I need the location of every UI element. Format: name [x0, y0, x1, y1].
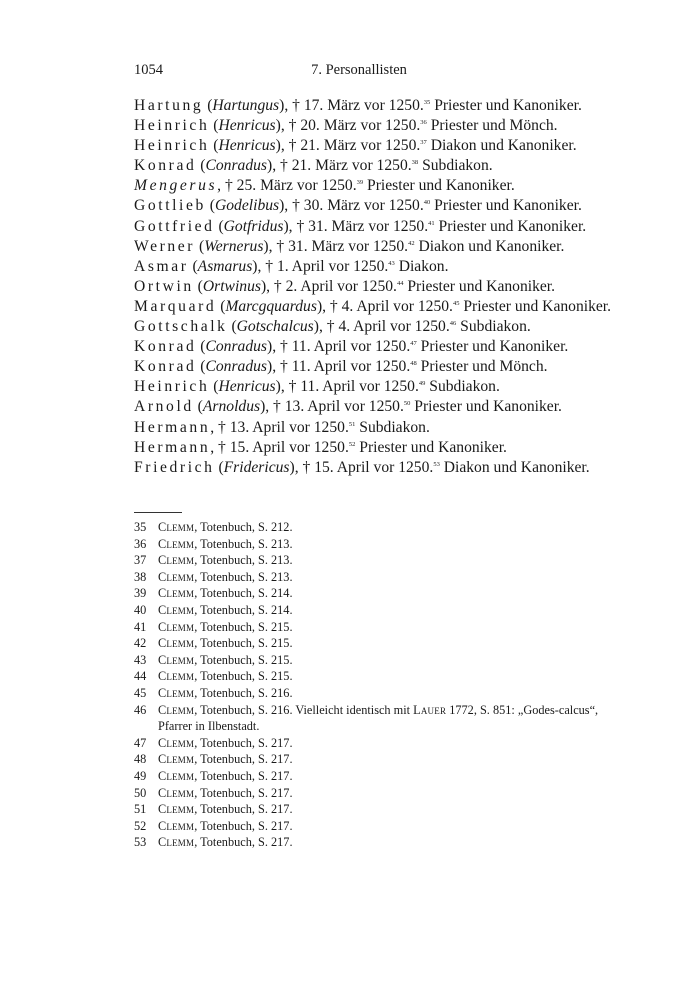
entry-date: 15. April vor 1250.: [229, 438, 349, 456]
footnote-text: [158, 635, 634, 652]
footnote-author: Clemm: [158, 735, 195, 750]
footnote-citation: , Totenbuch, S. 212.: [194, 520, 293, 534]
footnote-text: [158, 785, 634, 802]
footnote-author: Clemm: [158, 619, 195, 634]
footnote: [134, 702, 634, 735]
footnote-citation: , Totenbuch, S. 213.: [194, 536, 293, 551]
footnote: [134, 785, 634, 802]
footnote-ref: 38: [411, 159, 419, 167]
footnote-author: Lauer: [413, 702, 447, 717]
footnote-number: 50: [134, 785, 147, 800]
footnote-text: [158, 602, 634, 619]
list-entry: Konrad (Conradus), † 11. April vor 1250.48 Priester und Mönch.: [134, 358, 548, 376]
list-entry: Heinrich (Henricus), † 11. April vor 1250.49 Subdiakon.: [134, 378, 500, 396]
footnote-ref: 35: [423, 99, 431, 106]
list-entry: Hermann, † 13. April vor 1250.51 Subdiakon.: [134, 418, 430, 436]
footnote: [134, 536, 634, 553]
footnote-text: [158, 834, 634, 851]
footnote: [134, 635, 634, 652]
entry-date: 4. April vor 1250.: [341, 297, 453, 315]
entry-role: Diakon und Kanoniker.: [443, 458, 590, 476]
entry-role: Priester und Kanoniker.: [463, 297, 612, 315]
footnote-text: [158, 652, 634, 669]
footnote-number: 43: [134, 652, 147, 667]
entry-latin-name: Wernerus: [204, 237, 264, 255]
list-entry: Gottlieb (Godelibus), † 30. März vor 1250.40 Priester und Kanoniker.: [134, 197, 582, 215]
entry-date: 4. April vor 1250.: [338, 318, 450, 336]
footnote-text: [158, 585, 634, 602]
footnote-ref: 48: [410, 360, 417, 368]
entry-role: Priester und Kanoniker.: [367, 177, 515, 195]
footnote-citation: , Totenbuch, S. 214.: [194, 586, 293, 601]
footnote: [134, 834, 634, 851]
entry-name: Arnold: [134, 398, 194, 416]
footnote-number: 36: [134, 536, 147, 551]
footnote-author: Clemm: [158, 586, 195, 601]
footnote-number: 42: [134, 636, 147, 651]
footnote-ref: 43: [388, 259, 395, 267]
entry-latin-name: Asmarus: [197, 257, 253, 275]
entry-date: 11. April vor 1250.: [291, 358, 411, 376]
footnote: [134, 552, 634, 569]
footnote-citation: , Totenbuch, S. 215.: [194, 652, 293, 667]
entry-name: Heinrich: [134, 137, 210, 155]
entry-date: 31. März vor 1250.: [308, 217, 429, 235]
entry-latin-name: Gotfridus: [223, 217, 284, 235]
list-entry: Konrad (Conradus), † 11. April vor 1250.47 Priester und Kanoniker.: [134, 338, 569, 356]
footnote-ref: 41: [428, 219, 435, 227]
footnote-number: 51: [134, 802, 147, 817]
footnote-number: 39: [134, 586, 147, 601]
footnote-author: Clemm: [158, 553, 195, 568]
footnote-text: [158, 702, 634, 735]
entry-date: 13. April vor 1250.: [229, 418, 349, 436]
entry-name: Friedrich: [134, 458, 215, 476]
footnote: [134, 569, 634, 586]
list-entry: Gottschalk (Gotschalcus), † 4. April vor 1250.46 Subdiakon.: [134, 318, 531, 336]
footnote-citation: , Totenbuch, S. 213.: [194, 553, 293, 568]
footnote-number: 52: [134, 818, 147, 833]
footnote: [134, 519, 634, 536]
entry-date: 30. März vor 1250.: [303, 197, 424, 215]
footnote-number: 53: [134, 835, 147, 850]
entry-latin-name: Conradus: [205, 157, 267, 175]
footnote-number: 49: [134, 768, 147, 783]
entry-date: 11. April vor 1250.: [300, 378, 419, 396]
footnote-number: 45: [134, 685, 147, 700]
footnote: [134, 768, 634, 785]
footnote-citation: , Totenbuch, S. 217.: [194, 818, 293, 833]
entry-name: Asmar: [134, 257, 189, 275]
footnote-text: [158, 619, 634, 636]
list-entry: Hartung (Hartungus), † 17. März vor 1250.35 Priester und Kanoniker.: [134, 97, 582, 114]
footnote-ref: 39: [356, 179, 364, 187]
footnote-text: [158, 552, 634, 569]
footnote-author: Clemm: [158, 520, 195, 534]
entry-name: Gottfried: [134, 217, 215, 235]
footnote-author: Clemm: [158, 702, 195, 717]
list-entry: Hermann, † 15. April vor 1250.52 Priester und Kanoniker.: [134, 438, 507, 456]
list-entry: Heinrich (Henricus), † 20. März vor 1250.36 Priester und Mönch.: [134, 117, 558, 135]
footnote-text: [158, 768, 634, 785]
entry-latin-name: Hartungus: [212, 97, 280, 114]
entry-role: Subdiakon.: [460, 318, 531, 336]
footnote-citation: , Totenbuch, S. 217.: [194, 752, 293, 767]
entry-name: Ortwin: [134, 277, 194, 295]
entry-date: 2. April vor 1250.: [285, 277, 397, 295]
footnote-ref: 40: [423, 199, 431, 207]
footnote-ref: 45: [452, 299, 460, 307]
entry-role: Priester und Kanoniker.: [420, 338, 569, 356]
list-entry: Werner (Wernerus), † 31. März vor 1250.42 Diakon und Kanoniker.: [134, 237, 565, 255]
footnote-text: [158, 536, 634, 553]
entry-role: Diakon und Kanoniker.: [430, 137, 577, 155]
list-entry: Mengerus, † 25. März vor 1250.39 Priester und Kanoniker.: [134, 177, 515, 195]
entry-role: Priester und Kanoniker.: [407, 277, 556, 295]
entry-latin-name: Marcgquardus: [225, 297, 317, 315]
list-entry: Gottfried (Gotfridus), † 31. März vor 1250.41 Priester und Kanoniker.: [134, 217, 587, 235]
entry-latin-name: Godelibus: [215, 197, 280, 215]
footnote: [134, 801, 634, 818]
entry-name: Gottschalk: [134, 318, 228, 336]
footnote: [134, 685, 634, 702]
footnote-author: Clemm: [158, 685, 195, 700]
running-title: 7. Personallisten: [311, 62, 407, 78]
footnote-citation: , Totenbuch, S. 217.: [194, 802, 293, 817]
entry-latin-name: Ortwinus: [202, 277, 261, 295]
entry-name: Hartung: [134, 97, 204, 114]
footnote-text: [158, 569, 634, 586]
entry-date: 11. April vor 1250.: [291, 338, 411, 356]
list-entry: Arnold (Arnoldus), † 13. April vor 1250.50 Priester und Kanoniker.: [134, 398, 562, 416]
entry-name: Marquard: [134, 297, 217, 315]
entry-name: Hermann: [134, 418, 211, 436]
footnote-number: 47: [134, 735, 147, 750]
footnote-author: Clemm: [158, 802, 195, 817]
list-entry: Konrad (Conradus), † 21. März vor 1250.38 Subdiakon.: [134, 157, 493, 175]
list-entry: Ortwin (Ortwinus), † 2. April vor 1250.44 Priester und Kanoniker.: [134, 277, 556, 295]
entry-date: 21. März vor 1250.: [291, 157, 412, 175]
footnote-author: Clemm: [158, 636, 195, 651]
footnote-number: 40: [134, 602, 147, 617]
entry-name: Konrad: [134, 157, 197, 175]
entry-role: Diakon.: [398, 257, 449, 275]
entry-date: 15. April vor 1250.: [314, 458, 434, 476]
footnote: [134, 602, 634, 619]
footnote-ref: 46: [449, 320, 457, 328]
entry-role: Priester und Kanoniker.: [359, 438, 507, 456]
entry-date: 25. März vor 1250.: [236, 177, 357, 195]
entry-name: Gottlieb: [134, 197, 206, 215]
entry-date: 21. März vor 1250.: [300, 137, 421, 155]
entry-latin-name: Fridericus: [223, 458, 290, 476]
footnote: [134, 668, 634, 685]
entry-latin-name: Henricus: [218, 137, 276, 155]
footnote-author: Clemm: [158, 569, 195, 584]
entry-latin-name: Gotschalcus: [236, 318, 314, 336]
entry-role: Priester und Mönch.: [420, 358, 548, 376]
entry-date: 1. April vor 1250.: [276, 257, 389, 275]
footnote: [134, 818, 634, 835]
entry-latin-name: Conradus: [205, 338, 267, 356]
footnote-citation: , Totenbuch, S. 216.: [194, 685, 293, 700]
footnote-text: [158, 668, 634, 685]
footnote-author: Clemm: [158, 768, 195, 783]
footnote-citation: , Totenbuch, S. 217.: [194, 835, 293, 850]
footnote-citation: , Totenbuch, S. 215.: [194, 669, 293, 684]
footnote-citation: , Totenbuch, S. 215.: [194, 636, 293, 651]
footnote-ref: 49: [418, 380, 426, 388]
list-entry: Asmar (Asmarus), † 1. April vor 1250.43 Diakon.: [134, 257, 449, 275]
footnote-number: 35: [134, 520, 147, 534]
entry-role: Subdiakon.: [422, 157, 493, 175]
entry-date: 20. März vor 1250.: [300, 117, 421, 135]
entry-latin-name: Henricus: [218, 117, 276, 135]
footnote: [134, 619, 634, 636]
footnote-author: Clemm: [158, 602, 195, 617]
footnote-author: Clemm: [158, 669, 195, 684]
footnote-number: 46: [134, 702, 147, 717]
footnote-ref: 51: [348, 420, 356, 428]
footnote-citation: , Totenbuch, S. 213.: [194, 569, 293, 584]
footnote-citation: , Totenbuch, S. 217.: [194, 785, 293, 800]
footnote-text: [158, 519, 634, 536]
list-entry: Marquard (Marcgquardus), † 4. April vor 1250.45 Priester und Kanoniker.: [134, 297, 612, 315]
footnote-citation: , Totenbuch, S. 215.: [194, 619, 293, 634]
footnote-ref: 37: [420, 139, 427, 147]
footnote-citation: , Totenbuch, S. 214.: [194, 602, 293, 617]
list-entry: Friedrich (Fridericus), † 15. April vor 1250.53 Diakon und Kanoniker.: [134, 458, 590, 476]
entry-date: 31. März vor 1250.: [288, 237, 409, 255]
footnote-citation: , Totenbuch, S. 216. Vielleicht identisch mit: [194, 702, 414, 717]
entry-name: Werner: [134, 237, 196, 255]
footnote-ref: 52: [348, 440, 356, 448]
personnel-list: [134, 96, 634, 478]
footnote-ref: 53: [433, 460, 440, 468]
page-number: 1054: [134, 62, 163, 78]
footnote-number: 38: [134, 569, 147, 584]
entry-role: Priester und Kanoniker.: [438, 217, 587, 235]
entry-role: Priester und Mönch.: [430, 117, 558, 135]
entry-name: Konrad: [134, 338, 197, 356]
footnote-author: Clemm: [158, 652, 195, 667]
entry-role: Priester und Kanoniker.: [414, 398, 562, 416]
entry-name: Mengerus: [134, 177, 218, 195]
footnote-author: Clemm: [158, 818, 195, 833]
footnote-text: [158, 751, 634, 768]
entry-latin-name: Conradus: [205, 358, 267, 376]
entry-date: 17. März vor 1250.: [303, 97, 424, 114]
entry-role: Subdiakon.: [359, 418, 430, 436]
entry-role: Subdiakon.: [429, 378, 500, 396]
entry-name: Heinrich: [134, 378, 210, 396]
footnote-author: Clemm: [158, 835, 195, 850]
entry-role: Diakon und Kanoniker.: [418, 237, 565, 255]
footnote-author: Clemm: [158, 752, 195, 767]
footnote-number: 44: [134, 669, 147, 684]
footnote: [134, 735, 634, 752]
footnote-ref: 36: [420, 119, 427, 127]
footnote-text: [158, 818, 634, 835]
footnote-citation: , Totenbuch, S. 217.: [194, 735, 293, 750]
footnote-text: [158, 801, 634, 818]
footnote-number: 41: [134, 619, 147, 634]
entry-name: Konrad: [134, 358, 197, 376]
footnote-divider: [134, 512, 182, 513]
footnote-ref: 44: [396, 279, 404, 287]
footnote-author: Clemm: [158, 536, 195, 551]
entry-name: Hermann: [134, 438, 211, 456]
footnote-text: [158, 685, 634, 702]
footnotes: [134, 519, 634, 851]
entry-latin-name: Arnoldus: [202, 398, 261, 416]
entry-role: Priester und Kanoniker.: [434, 97, 582, 114]
footnote-citation: 1772, S. 851: „Godes-calcus“, Pfarrer in Ilbenstadt.: [158, 702, 599, 734]
footnote-ref: 50: [403, 400, 411, 408]
footnote-ref: 42: [408, 239, 415, 247]
footnote-number: 37: [134, 553, 147, 568]
footnote: [134, 585, 634, 602]
entry-latin-name: Henricus: [218, 378, 276, 396]
footnote: [134, 751, 634, 768]
footnote-citation: , Totenbuch, S. 217.: [194, 768, 293, 783]
list-entry: Heinrich (Henricus), † 21. März vor 1250.37 Diakon und Kanoniker.: [134, 137, 577, 155]
footnote-number: 48: [134, 752, 147, 767]
footnote: [134, 652, 634, 669]
page-header: [134, 62, 584, 80]
footnote-text: [158, 735, 634, 752]
footnote-author: Clemm: [158, 785, 195, 800]
entry-date: 13. April vor 1250.: [284, 398, 404, 416]
footnote-ref: 47: [410, 340, 417, 348]
entry-name: Heinrich: [134, 117, 210, 135]
entry-role: Priester und Kanoniker.: [434, 197, 582, 215]
